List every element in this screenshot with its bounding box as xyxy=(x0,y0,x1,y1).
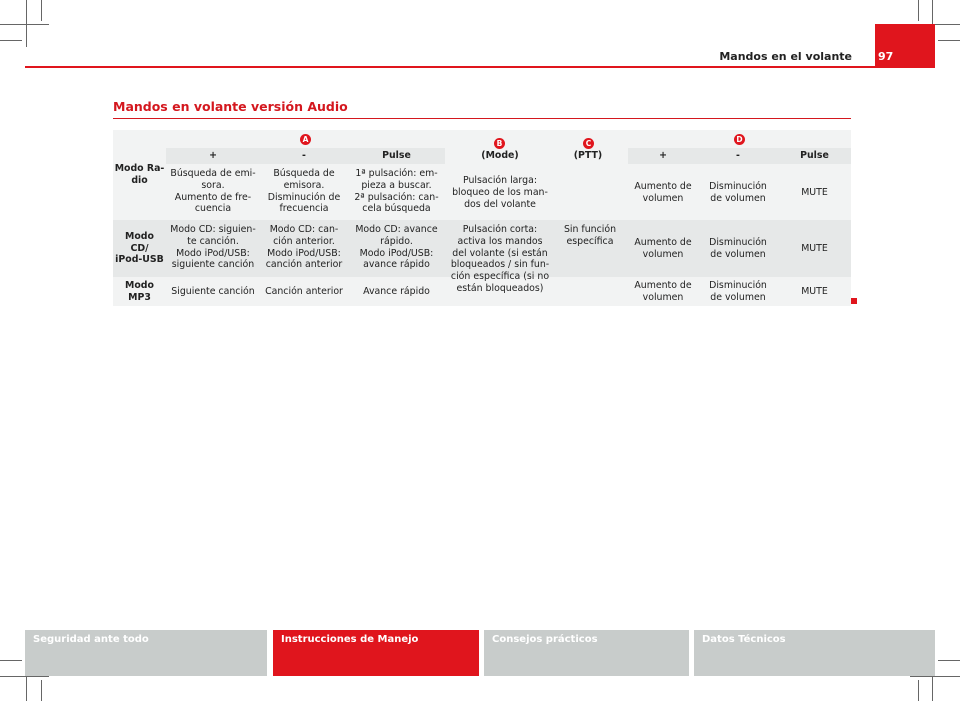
marker-a-icon: A xyxy=(300,134,311,145)
marker-b-icon: B xyxy=(494,138,505,149)
cell-radio-minus: Búsqueda de emisora. Disminución de frecuencia xyxy=(267,168,341,215)
footer-tab-technical-data[interactable]: Datos Técnicos xyxy=(694,630,935,676)
cell-mp3-vol-up: Aumento de volumen xyxy=(634,279,692,303)
cell-mp3-minus: Canción anterior xyxy=(265,285,343,297)
row-label-mp3: Modo MP3 xyxy=(125,279,154,303)
cell-radio-pulse: 1ª pulsación: em- pieza a buscar. 2ª pulsación: can- cela búsqueda xyxy=(354,168,439,215)
ptt-label: (PTT) xyxy=(573,150,603,162)
cell-mp3-plus: Siguiente canción xyxy=(171,285,255,297)
row-label-radio: Modo Ra- dio xyxy=(114,163,165,186)
cell-cd-vol-up: Aumento de volumen xyxy=(634,236,692,260)
cell-c-no-function: Sin función específica xyxy=(563,224,617,247)
cell-cd-pulse: Modo CD: avance rápido. Modo iPod/USB: avance rápido xyxy=(355,224,438,271)
crop-mark xyxy=(0,40,22,41)
marker-d-icon: D xyxy=(734,134,745,145)
crop-mark xyxy=(0,660,22,661)
cell-radio-vol-up: Aumento de volumen xyxy=(634,181,692,204)
cell-cd-plus: Modo CD: siguien- te canción. Modo iPod/USB: siguiente canción xyxy=(170,224,256,271)
cell-b-long-press: Pulsación larga: bloqueo de los man- dos del volante xyxy=(452,175,548,210)
page-number: 97 xyxy=(878,50,894,63)
cell-radio-plus: Búsqueda de emi- sora. Aumento de fre- cuencia xyxy=(170,168,256,215)
footer-tab-safety[interactable]: Seguridad ante todo xyxy=(25,630,267,676)
crop-mark xyxy=(918,680,919,701)
section-rule xyxy=(113,118,851,119)
crop-mark xyxy=(938,40,960,41)
crop-mark xyxy=(41,0,42,21)
crop-mark xyxy=(41,680,42,701)
subheader-d-minus: - xyxy=(736,150,740,162)
footer-tab-practical-tips[interactable]: Consejos prácticos xyxy=(484,630,689,676)
crop-mark xyxy=(0,676,49,677)
cell-mp3-vol-down: Disminución de volumen xyxy=(709,279,767,303)
subheader-a-minus: - xyxy=(302,150,306,162)
crop-mark xyxy=(0,24,49,25)
running-header-title: Mandos en el volante xyxy=(719,50,852,63)
marker-c-icon: C xyxy=(583,138,594,149)
footer-tab-operating-instructions[interactable]: Instrucciones de Manejo xyxy=(273,630,479,676)
cell-radio-mute: MUTE xyxy=(801,187,828,199)
subheader-d-plus: + xyxy=(659,150,667,162)
end-of-section-marker xyxy=(851,298,857,304)
cell-cd-vol-down: Disminución de volumen xyxy=(709,236,767,260)
cell-radio-vol-down: Disminución de volumen xyxy=(709,181,767,204)
cell-mp3-mute: MUTE xyxy=(801,285,828,297)
row-label-cd-ipod: Modo CD/ iPod-USB xyxy=(115,230,164,266)
crop-mark xyxy=(918,0,919,21)
crop-mark xyxy=(938,660,960,661)
cell-cd-mute: MUTE xyxy=(801,242,828,254)
cell-mp3-pulse: Avance rápido xyxy=(363,285,430,297)
section-title: Mandos en volante versión Audio xyxy=(113,99,348,114)
subheader-d-pulse: Pulse xyxy=(800,150,829,162)
cell-b-short-press: Pulsación corta: activa los mandos del volante (si están bloqueados / sin fun- ción específica (si no están bloqueados) xyxy=(450,224,550,294)
subheader-a-pulse: Pulse xyxy=(382,150,411,162)
cell-cd-minus: Modo CD: can- ción anterior. Modo iPod/USB: canción anterior xyxy=(265,224,343,271)
subheader-a-plus: + xyxy=(209,150,217,162)
crop-mark xyxy=(910,676,960,677)
mode-label: (Mode) xyxy=(481,150,519,162)
header-rule xyxy=(25,66,935,68)
